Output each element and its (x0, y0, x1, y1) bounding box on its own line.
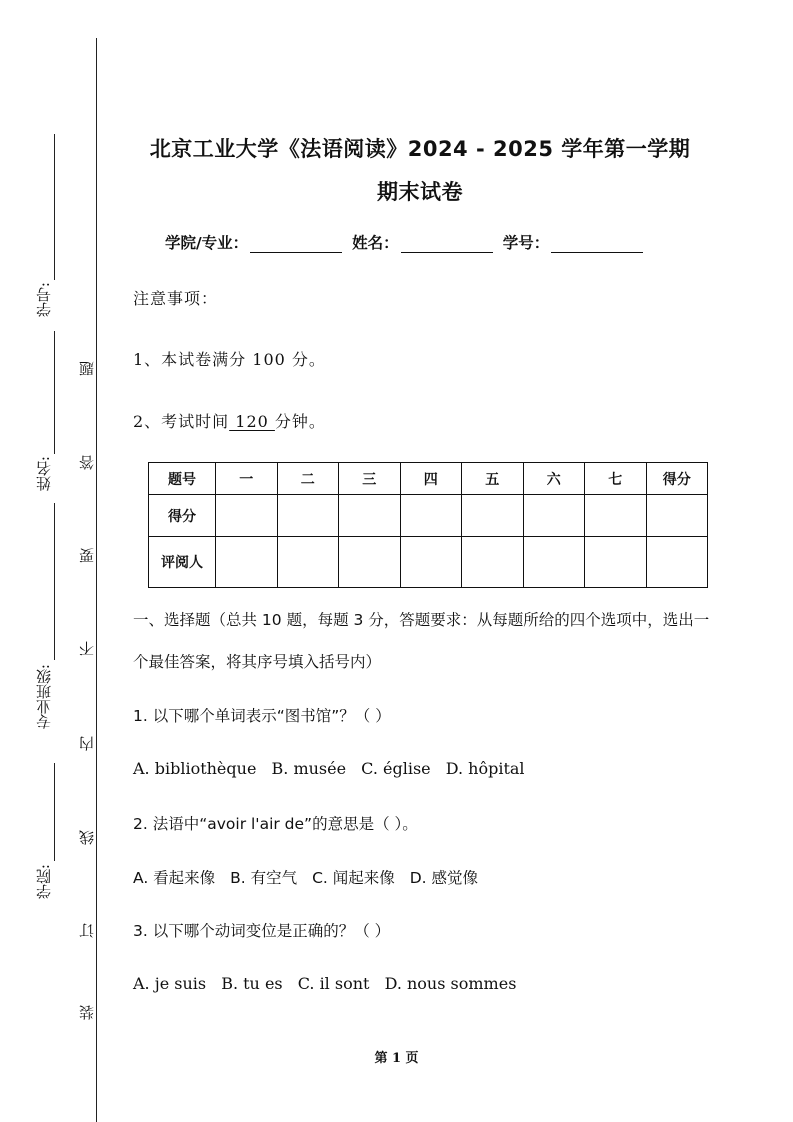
row-label-score: 得分 (149, 495, 216, 537)
row-label-reviewer: 评阅人 (149, 537, 216, 588)
score-table (148, 462, 708, 588)
question-2-options (133, 866, 488, 888)
option[interactable]: D. 感觉像 (409, 869, 478, 887)
reviewer-cell[interactable] (277, 537, 339, 588)
reviewer-cell[interactable] (523, 537, 585, 588)
seal-char-5: 内 (78, 736, 96, 751)
reviewer-cell[interactable] (400, 537, 462, 588)
option[interactable]: D. hôpital (445, 759, 525, 778)
note-item-1: 1、本试卷满分 100 分。 (133, 350, 326, 369)
seal-char-2: 答 (78, 455, 96, 470)
option[interactable]: B. musée (271, 759, 347, 778)
reviewer-row (149, 537, 708, 588)
table-header-cell: 六 (523, 463, 585, 495)
seal-char-6: 线 (78, 830, 96, 845)
score-cell[interactable] (523, 495, 585, 537)
note-item-2 (133, 409, 326, 432)
reviewer-cell[interactable] (646, 537, 708, 588)
reviewer-cell[interactable] (585, 537, 647, 588)
seal-char-7: 订 (78, 923, 96, 938)
seal-char-1: 题 (78, 361, 96, 376)
table-header-cell: 一 (216, 463, 278, 495)
table-header-cell: 三 (339, 463, 401, 495)
student-info-row (165, 231, 653, 253)
note-item-2-suffix: 分钟。 (274, 412, 326, 431)
table-header-cell: 得分 (646, 463, 708, 495)
question-3-stem: 3. 以下哪个动词变位是正确的？（ ） (133, 922, 391, 940)
table-header-cell: 四 (400, 463, 462, 495)
score-row (149, 495, 708, 537)
seal-char-3: 要 (78, 548, 96, 563)
reviewer-cell[interactable] (339, 537, 401, 588)
margin-name-line (54, 331, 55, 454)
table-header-cell: 二 (277, 463, 339, 495)
score-cell[interactable] (585, 495, 647, 537)
table-header-cell: 五 (462, 463, 524, 495)
margin-college-line (54, 763, 55, 861)
score-cell[interactable] (277, 495, 339, 537)
option[interactable]: C. 闻起来像 (312, 869, 395, 887)
option[interactable]: C. il sont (297, 974, 370, 993)
option[interactable]: D. nous sommes (384, 974, 517, 993)
binding-line (96, 38, 97, 1122)
student-id-label: 学号： (502, 234, 550, 252)
score-cell[interactable] (646, 495, 708, 537)
note-item-2-prefix: 2、考试时间 (133, 412, 230, 431)
reviewer-cell[interactable] (462, 537, 524, 588)
score-cell[interactable] (462, 495, 524, 537)
name-label: 姓名： (352, 234, 399, 252)
margin-student-id-line (54, 134, 55, 280)
question-1-stem: 1. 以下哪个单词表示“图书馆”？（ ） (133, 707, 391, 725)
table-header-cell: 七 (585, 463, 647, 495)
notes-heading: 注意事项： (133, 289, 219, 308)
margin-student-id-label: 学号: (35, 282, 53, 318)
score-cell[interactable] (339, 495, 401, 537)
question-3-options (133, 974, 526, 993)
section-1-heading: 一、选择题（总共 10 题，每题 3 分，答题要求：从每题所给的四个选项中，选出一个最佳答案，将其序号填入括号内） (133, 611, 710, 671)
college-major-blank[interactable] (250, 234, 342, 253)
option[interactable]: C. église (361, 759, 431, 778)
margin-name-label: 姓名: (35, 456, 53, 492)
score-cell[interactable] (216, 495, 278, 537)
seal-char-8: 装 (78, 1005, 96, 1020)
page-number: 第 1 页 (374, 1051, 419, 1066)
option[interactable]: B. tu es (221, 974, 283, 993)
exam-title-line1: 北京工业大学《法语阅读》2024 - 2025 学年第一学期 (149, 137, 691, 161)
name-blank[interactable] (401, 234, 493, 253)
college-major-label: 学院/专业： (165, 234, 249, 252)
exam-title-line2: 期末试卷 (377, 180, 463, 204)
score-cell[interactable] (400, 495, 462, 537)
option[interactable]: B. 有空气 (230, 869, 298, 887)
margin-class-line (54, 503, 55, 660)
margin-class-label: 专业班级: (35, 664, 53, 730)
option[interactable]: A. je suis (133, 974, 207, 993)
option[interactable]: A. 看起来像 (133, 869, 216, 887)
table-header-cell: 题号 (149, 463, 216, 495)
question-2-stem: 2. 法语中“avoir l'air de”的意思是（ ）。 (133, 815, 418, 833)
margin-college-label: 学院: (35, 864, 53, 900)
score-table-header-row (149, 463, 708, 495)
reviewer-cell[interactable] (216, 537, 278, 588)
exam-duration-value: 120 (229, 412, 275, 431)
option[interactable]: A. bibliothèque (133, 759, 257, 778)
question-1-options (133, 759, 535, 778)
student-id-blank[interactable] (551, 234, 643, 253)
seal-char-4: 不 (78, 641, 96, 656)
